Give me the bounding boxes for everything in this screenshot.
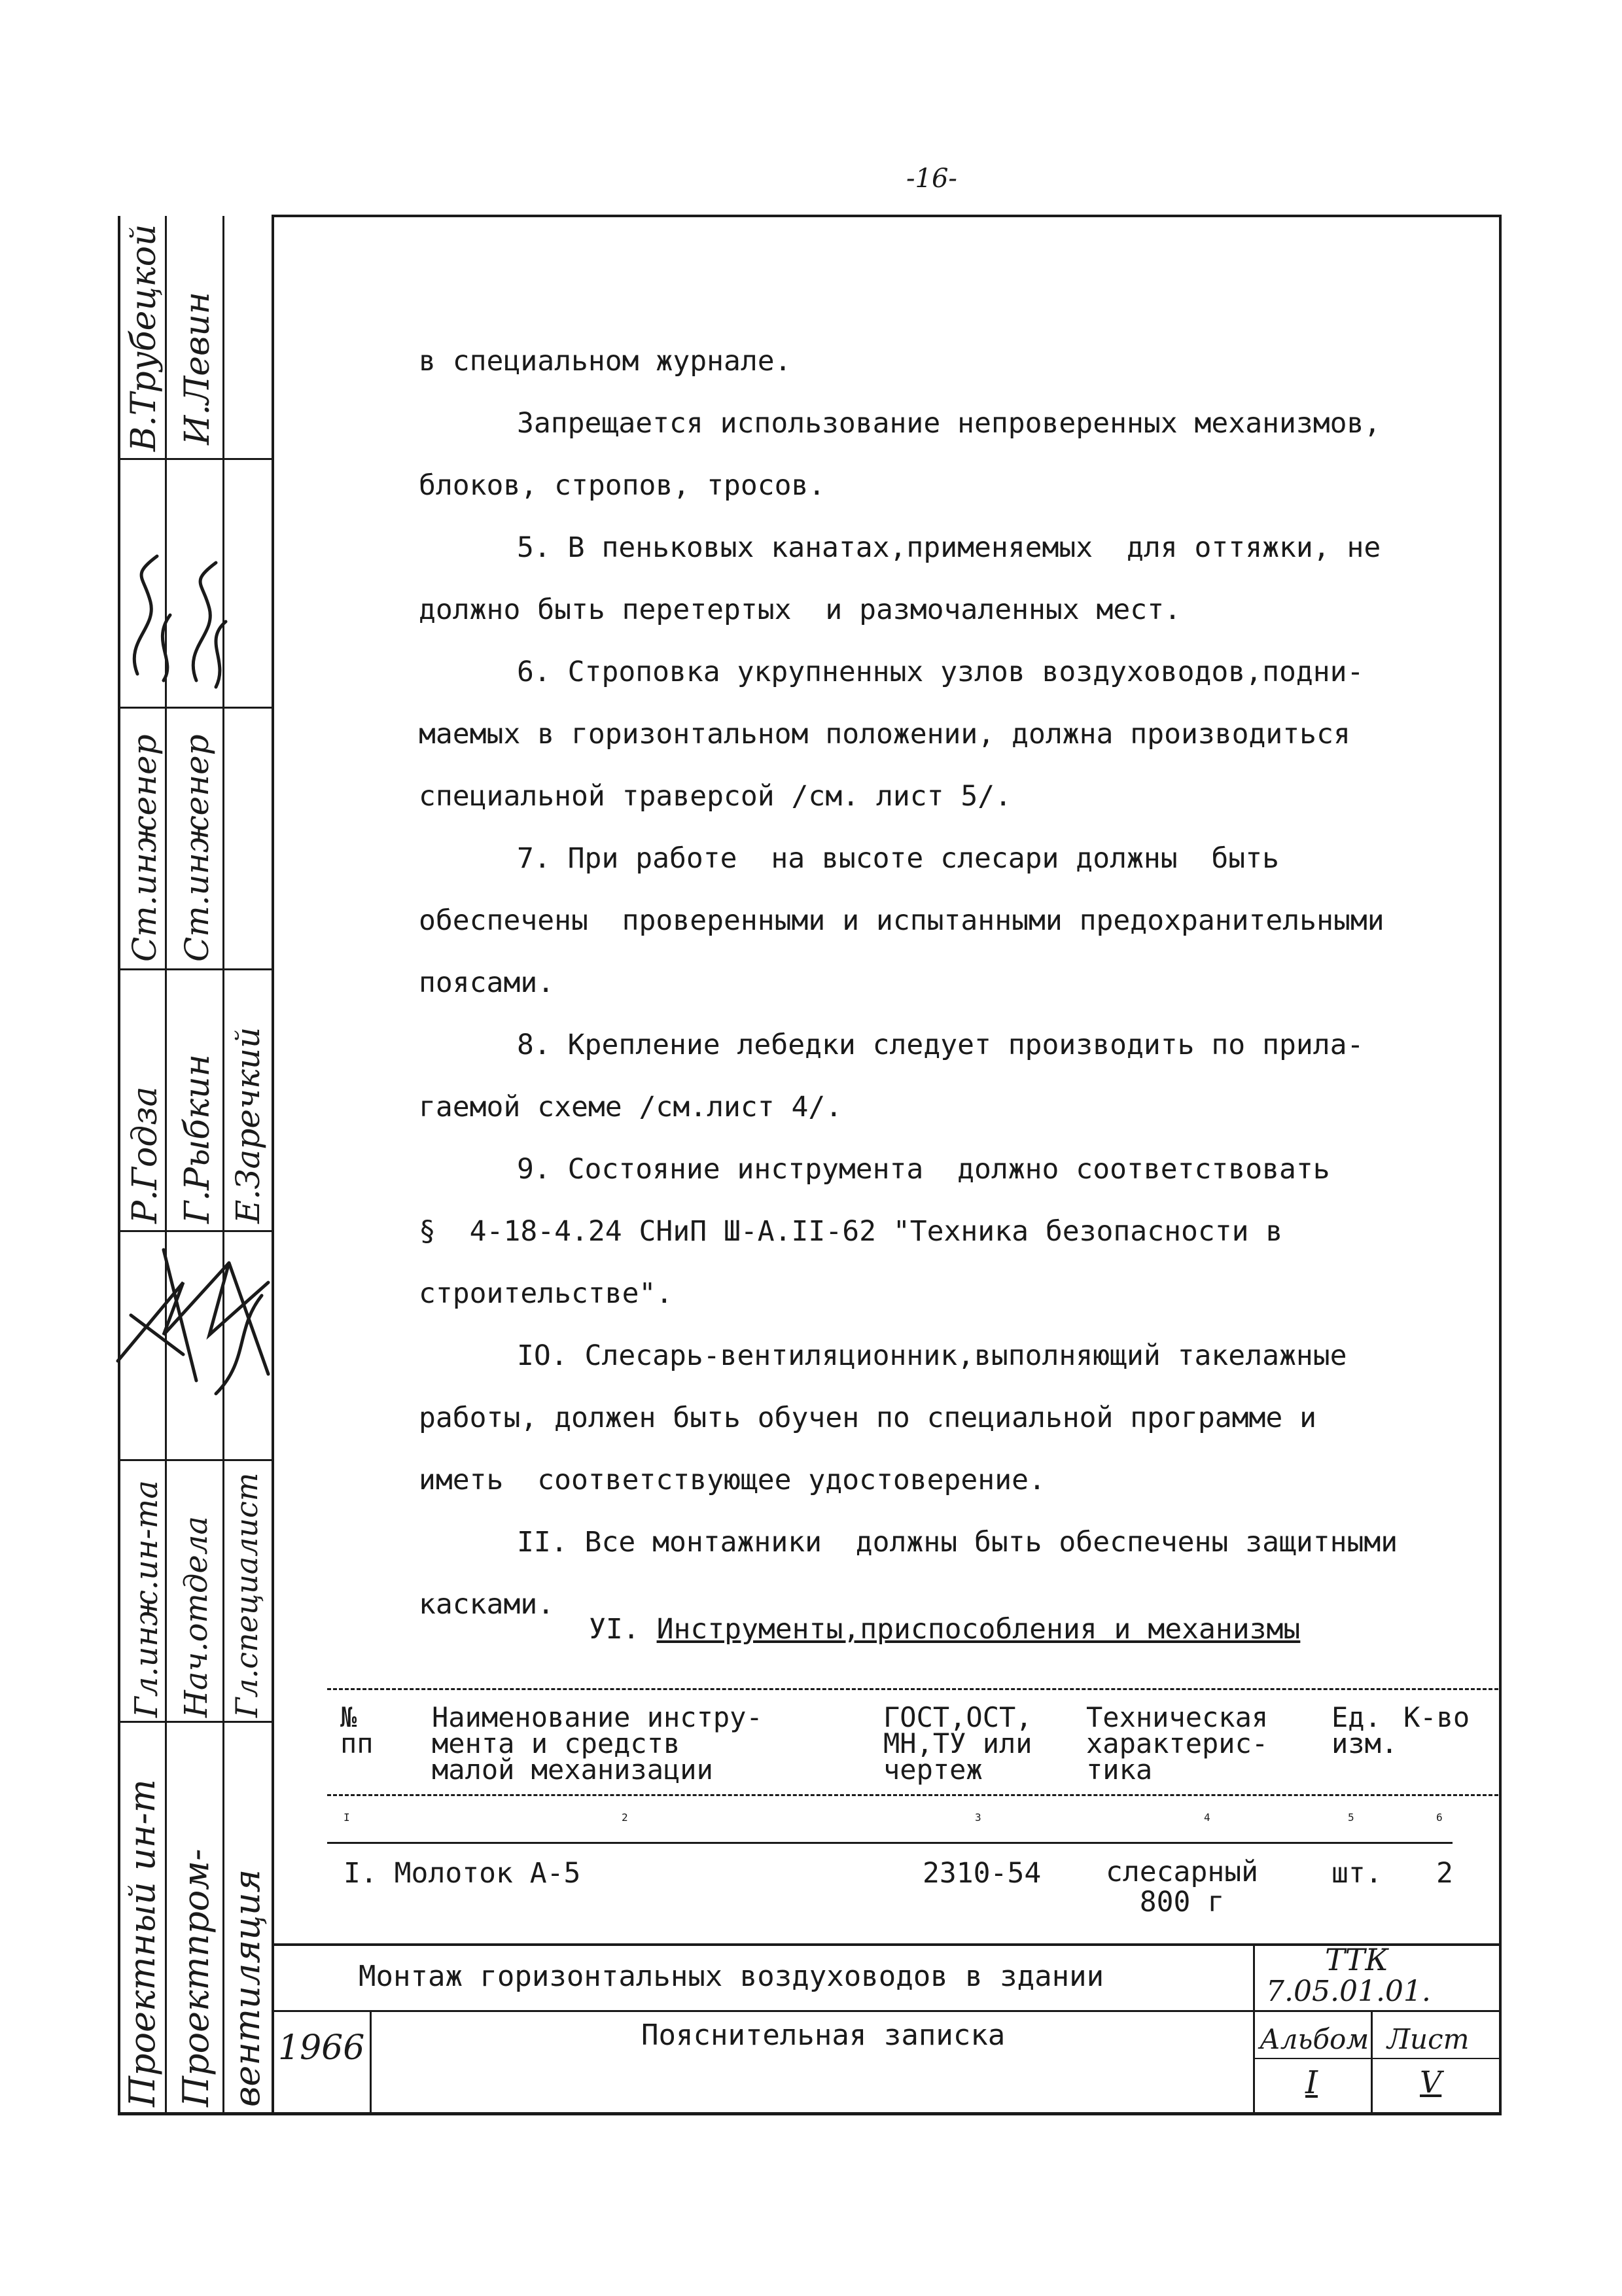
table-header-gost: ГОСТ,ОСТ, МН,ТУ или чертеж	[883, 1701, 1032, 1786]
titleblock-year-divider	[370, 2010, 372, 2113]
body-line: 9. Состояние инструмента должно соответствовать	[517, 1153, 1330, 1186]
frame-bottom-border	[118, 2112, 1502, 2115]
table-cell-unit: шт.	[1331, 1857, 1383, 1890]
body-line: обеспечены проверенными и испытанными предохранительными	[419, 904, 1384, 937]
table-cell-gost: 2310-54	[923, 1857, 1042, 1890]
body-line: работы, должен быть обучен по специальной программе и	[419, 1402, 1317, 1434]
stamp-role-3: Гл.специалист	[229, 1472, 264, 1718]
table-colnum-6: 6	[1436, 1811, 1443, 1824]
sheet-value: V	[1420, 2064, 1442, 2100]
album-value: I	[1305, 2064, 1318, 2101]
body-text	[419, 330, 1479, 1636]
body-line: 6. Строповка укрупненных узлов воздуховодов,подни-	[517, 656, 1364, 688]
body-line: II. Все монтажники должны быть обеспечены защитными	[517, 1526, 1398, 1559]
body-line: специальной траверсой /см. лист 5/.	[419, 780, 1012, 813]
titleblock-code-divider	[1253, 1943, 1255, 2113]
body-line: поясами.	[419, 966, 555, 999]
stamp-name-a-3: Е.Заречкий	[229, 1027, 267, 1224]
stamp-role-2: Нач.отдела	[178, 1515, 215, 1718]
body-line: § 4-18-4.24 СНиП Ш-А.II-62 "Техника безопасности в	[419, 1215, 1283, 1248]
table-top-rule	[327, 1688, 1498, 1690]
table-colnum-5: 5	[1348, 1811, 1354, 1824]
body-line: строительстве".	[419, 1277, 673, 1310]
document-type: Пояснительная записка	[641, 2019, 1006, 2052]
document-code: 7.05.01.01.	[1266, 1975, 1431, 2008]
body-line: маемых в горизонтальном положении, должна производиться	[419, 718, 1350, 751]
stamp-role-b-2: Ст.инженер	[178, 734, 216, 962]
table-header-name: Наименование инстру- мента и средств малой механизации	[432, 1701, 763, 1786]
body-line: 7. При работе на высоте слесари должны быть	[517, 842, 1279, 875]
body-line: в специальном журнале.	[419, 345, 792, 378]
stamp-sep-6	[118, 1721, 273, 1723]
table-colnum-rule	[327, 1842, 1453, 1844]
body-line: Запрещается использование непроверенных механизмов,	[517, 407, 1381, 440]
body-line: иметь соответствующее удостоверение.	[419, 1464, 1046, 1496]
frame-right-border	[1499, 215, 1502, 2112]
document-title: Монтаж горизонтальных воздуховодов в здании	[359, 1960, 1104, 1993]
stamp-name-a-2: Г.Рыбкин	[178, 1054, 217, 1224]
titleblock-mid-line	[272, 2010, 1502, 2012]
body-line: должно быть перетертых и размочаленных мест.	[419, 593, 1181, 626]
body-line: IO. Слесарь-вентиляционник,выполняющий такелажные	[517, 1339, 1347, 1372]
body-line: 8. Крепление лебедки следует производить по прила-	[517, 1029, 1364, 1061]
table-header-qty: К-во	[1403, 1701, 1470, 1733]
page-number: -16-	[906, 164, 957, 194]
stamp-org-3: вентиляция	[226, 1869, 268, 2107]
signature-scribbles	[85, 510, 281, 1472]
table-header-rule	[327, 1794, 1498, 1796]
signature-2	[193, 563, 226, 687]
table-colnum-3: 3	[975, 1811, 981, 1824]
titleblock-album-label-line	[1253, 2058, 1500, 2059]
stamp-org-1: Проектный ин-т	[122, 1779, 163, 2107]
year: 1966	[278, 2028, 365, 2068]
album-label: Альбом	[1260, 2023, 1369, 2055]
stamp-role-1: Гл.инж.ин-та	[128, 1480, 165, 1718]
table-colnum-4: 4	[1204, 1811, 1210, 1824]
section-number: УI.	[589, 1613, 640, 1646]
body-line: касками.	[419, 1588, 555, 1621]
titleblock-top-line	[272, 1943, 1502, 1946]
stamp-name-a-1: Р.Годза	[126, 1086, 165, 1224]
table-header-unit: Ед. изм.	[1331, 1701, 1398, 1759]
table-colnum-1: I	[344, 1811, 350, 1824]
code-label: ТТК	[1325, 1942, 1388, 1977]
stamp-sep-1	[118, 458, 273, 460]
table-colnum-2: 2	[622, 1811, 628, 1824]
stamp-role-b-1: Ст.инженер	[126, 734, 164, 962]
table-cell-name: I. Молоток А-5	[344, 1857, 581, 1890]
body-line: гаемой схеме /см.лист 4/.	[419, 1091, 843, 1123]
table-cell-spec: слесарный 800 г	[1106, 1856, 1258, 1918]
titleblock-album-divider	[1371, 2010, 1373, 2113]
stamp-name-b-2: И.Левин	[178, 291, 217, 445]
sheet-label: Лист	[1387, 2023, 1470, 2055]
section-title: Инструменты,приспособления и механизмы	[656, 1613, 1301, 1646]
stamp-org-2: Проектпром-	[175, 1848, 217, 2107]
stamp-name-b-1: В.Трубецкой	[124, 224, 164, 451]
frame-top-border	[272, 215, 1502, 217]
body-line: блоков, стропов, тросов.	[419, 469, 826, 502]
section-heading	[589, 1613, 1300, 1646]
signature-3	[118, 1250, 268, 1381]
signature-1	[134, 556, 170, 680]
body-line: 5. В пеньковых канатах,применяемых для оттяжки, не	[517, 531, 1381, 564]
table-cell-qty: 2	[1436, 1857, 1453, 1890]
table-header-num: № пп	[340, 1701, 374, 1759]
table-header-spec: Техническая характерис- тика	[1086, 1701, 1269, 1786]
